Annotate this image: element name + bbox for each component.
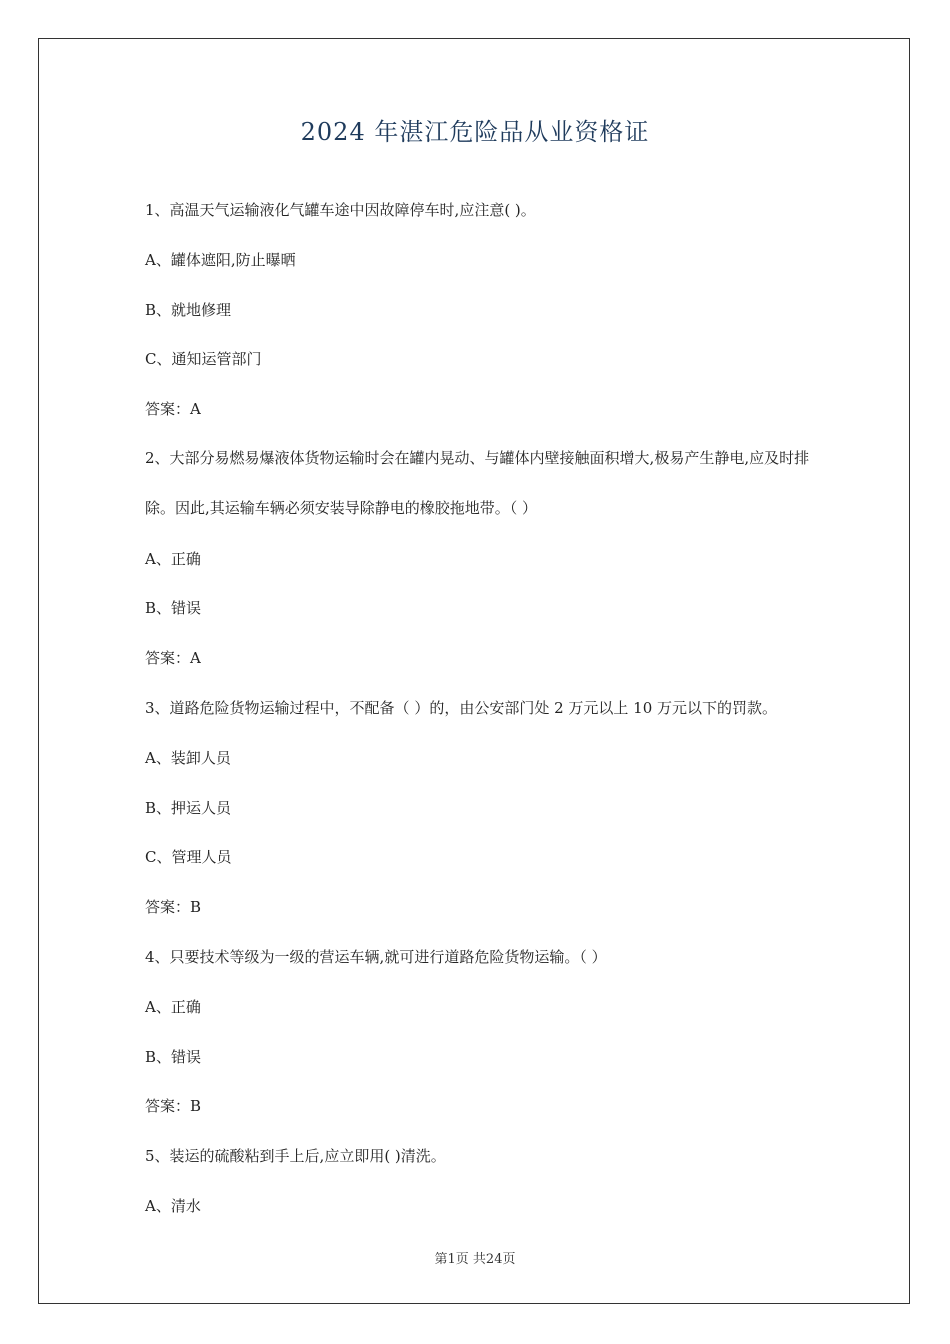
question-4 (145, 947, 815, 1116)
option-a: A、正确 (145, 997, 201, 1016)
option-b: B、错误 (145, 1047, 202, 1066)
option-b: B、押运人员 (145, 798, 232, 817)
option-a: A、装卸人员 (145, 748, 231, 767)
question-3 (145, 698, 815, 917)
question-5 (145, 1146, 815, 1216)
option-c: C、通知运管部门 (145, 350, 262, 369)
question-list (145, 200, 815, 1246)
question-1 (145, 200, 815, 419)
document-title: 2024 年湛江危险品从业资格证 (300, 118, 650, 146)
question-stem: 1、高温天气运输液化气罐车途中因故障停车时,应注意( )。 (145, 201, 536, 219)
page-number-footer: 第1页 共24页 (434, 1252, 516, 1267)
question-2 (145, 434, 815, 668)
option-a: A、正确 (145, 549, 201, 568)
answer: 答案：B (145, 1097, 202, 1116)
answer: 答案：A (145, 649, 201, 668)
answer: 答案：A (145, 400, 201, 419)
option-b: B、错误 (145, 599, 202, 618)
answer: 答案：B (145, 898, 202, 917)
question-stem: 5、装运的硫酸粘到手上后,应立即用( )清洗。 (145, 1147, 446, 1166)
question-stem: 4、只要技术等级为一级的营运车辆,就可进行道路危险货物运输。（ ） (145, 947, 607, 966)
option-b: B、就地修理 (145, 300, 232, 319)
question-stem: 2、大部分易燃易爆液体货物运输时会在罐内晃动、与罐体内壁接触面积增大,极易产生静电,应及时排除。因此,其运输车辆必须安装导除静电的橡胶拖地带。（ ） (145, 449, 810, 517)
option-a: A、罐体遮阳,防止曝晒 (145, 250, 296, 269)
option-c: C、管理人员 (145, 848, 232, 867)
question-stem: 3、道路危险货物运输过程中，不配备（ ）的，由公安部门处 2 万元以上 10 万元以下的罚款。 (145, 698, 778, 717)
option-a: A、清水 (145, 1196, 201, 1215)
